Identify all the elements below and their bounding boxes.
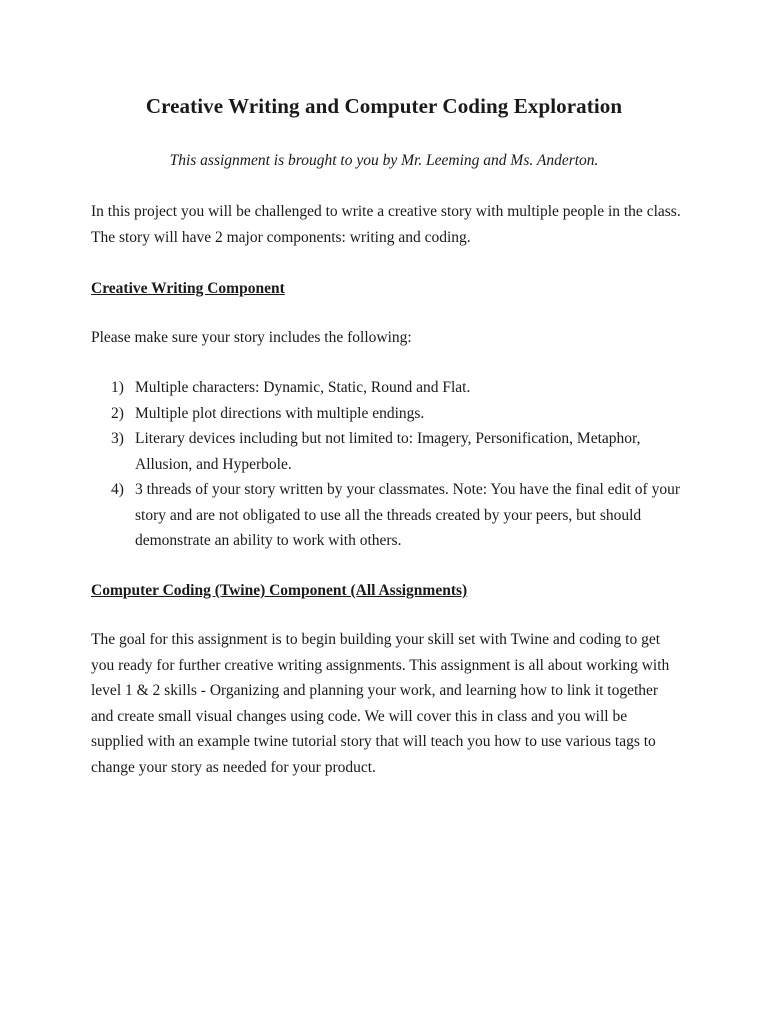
document-subtitle: This assignment is brought to you by Mr. Leeming and Ms. Anderton.	[169, 152, 599, 169]
creative-writing-heading: Creative Writing Component	[91, 280, 285, 297]
list-item-text: Literary devices including but not limited to: Imagery, Personification, Metaphor, Allusion, and Hyperbole.	[135, 430, 641, 473]
requirements-list	[91, 375, 681, 554]
list-item-text: Multiple plot directions with multiple endings.	[135, 404, 425, 422]
intro-paragraph: In this project you will be challenged to write a creative story with multiple people in the class. The story will have 2 major components: writing and coding.	[91, 203, 681, 246]
coding-component-heading: Computer Coding (Twine) Component (All Assignments)	[91, 582, 468, 599]
requirements-lead: Please make sure your story includes the following:	[91, 329, 412, 346]
list-item-number: 2)	[111, 404, 124, 422]
list-item-number: 4)	[111, 481, 124, 498]
document-title: Creative Writing and Computer Coding Exploration	[145, 94, 623, 118]
list-item	[91, 477, 681, 554]
coding-paragraph: The goal for this assignment is to begin building your skill set with Twine and coding to get you ready for further creative writing assignments. This assignment is all about working with level 1 & 2 skills - Organizing and planning your work, and learning how to link it together and create small visual changes using code. We will cover this in class and you will be supplied with an example twine tutorial story that will teach you how to use various tags to change your story as needed for your product.	[91, 631, 670, 776]
list-item	[91, 401, 681, 427]
list-item-text: Multiple characters: Dynamic, Static, Round and Flat.	[135, 379, 471, 396]
list-item-number: 1)	[111, 379, 124, 396]
list-item	[91, 426, 681, 477]
list-item	[91, 375, 681, 401]
list-item-number: 3)	[111, 430, 124, 447]
list-item-text: 3 threads of your story written by your classmates. Note: You have the final edit of your story and are not obligated to use all the threads created by your peers, but should demonstrate an ability to work with others.	[135, 481, 680, 549]
